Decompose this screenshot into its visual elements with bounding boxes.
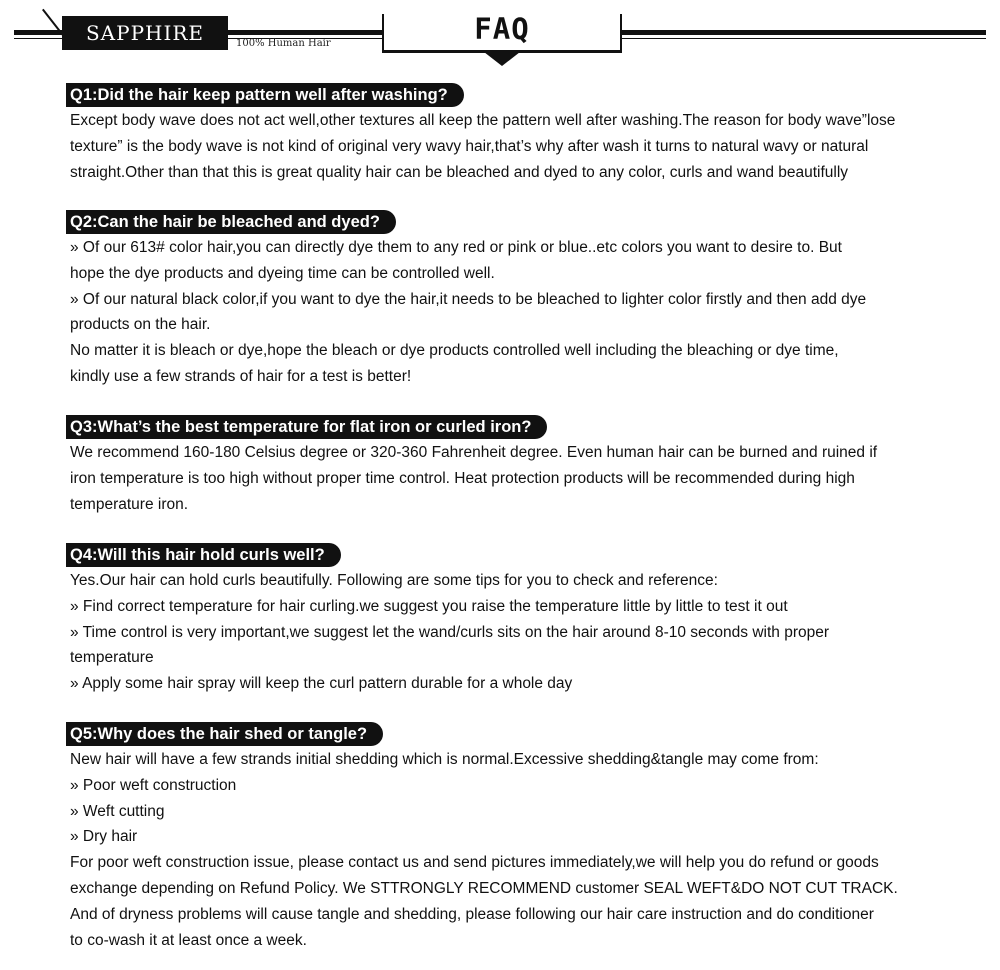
answer-line: » Find correct temperature for hair curling.we suggest you raise the temperature little by little to test it out	[70, 597, 788, 615]
answer-line: exchange depending on Refund Policy. We STTRONGLY RECOMMEND customer SEAL WEFT&DO NOT CUT TRACK.	[70, 879, 898, 897]
answer-line: hope the dye products and dyeing time can be controlled well.	[70, 264, 495, 282]
answer-line: » Of our 613# color hair,you can directly dye them to any red or pink or blue..etc colors you want to desire to. But	[70, 239, 842, 256]
answer-line: New hair will have a few strands initial shedding which is normal.Excessive shedding&tangle may come from:	[70, 751, 819, 768]
header-rule-left	[14, 30, 62, 35]
answer-line: » Dry hair	[70, 828, 138, 846]
faq-answer-3	[70, 440, 930, 517]
answer-line: straight.Other than that this is great quality hair can be bleached and dyed to any color, curls and wand beautifully	[70, 163, 849, 181]
faq-answer-4	[70, 568, 930, 697]
faq-answer-1	[70, 108, 930, 185]
header-rule-right	[622, 30, 986, 35]
answer-line: » Time control is very important,we suggest let the wand/curls sits on the hair around 8-10 seconds with proper	[70, 623, 830, 641]
answer-line: » Of our natural black color,if you want to dye the hair,it needs to be bleached to lighter color firstly and then add dye	[70, 290, 867, 308]
answer-line: temperature	[70, 649, 154, 667]
brand-tagline: 100% Human Hair	[236, 38, 331, 49]
answer-line: iron temperature is too high without proper time control. Heat protection products will be recommended during high	[70, 469, 855, 487]
answer-line: And of dryness problems will cause tangle and shedding, please following our hair care instruction and do conditioner	[70, 905, 874, 923]
answer-line: No matter it is bleach or dye,hope the bleach or dye products controlled well including the bleaching or dye time,	[70, 342, 839, 360]
faq-question-3: Q3:What’s the best temperature for flat iron or curled iron?	[66, 415, 547, 439]
faq-answer-5	[70, 747, 930, 953]
answer-line: We recommend 160-180 Celsius degree or 320-360 Fahrenheit degree. Even human hair can be burned and ruined if	[70, 444, 878, 461]
faq-answer-2	[70, 235, 930, 390]
answer-line: Yes.Our hair can hold curls beautifully. Following are some tips for you to check and reference:	[70, 572, 718, 589]
page-title: FAQ	[474, 12, 530, 46]
faq-question-2: Q2:Can the hair be bleached and dyed?	[66, 210, 396, 234]
answer-line: » Weft cutting	[70, 802, 165, 820]
header-rule-mid	[228, 30, 382, 35]
answer-line: Except body wave does not act well,other textures all keep the pattern well after washing.The reason for body wave”lose	[70, 112, 896, 129]
faq-header	[0, 0, 1000, 72]
faq-question-4: Q4:Will this hair hold curls well?	[66, 543, 341, 567]
answer-line: products on the hair.	[70, 316, 211, 334]
answer-line: to co-wash it at least once a week.	[70, 931, 307, 949]
header-rule-right-thin	[622, 38, 986, 39]
faq-question-5: Q5:Why does the hair shed or tangle?	[66, 722, 383, 746]
brand-logo: SAPPHIRE	[85, 21, 205, 45]
answer-line: » Apply some hair spray will keep the curl pattern durable for a whole day	[70, 675, 573, 693]
answer-line: texture” is the body wave is not kind of original very wavy hair,that’s why after wash it turns to natural wavy or natural	[70, 137, 869, 155]
answer-line: temperature iron.	[70, 495, 189, 513]
header-rule-left-thin	[14, 38, 62, 39]
answer-line: For poor weft construction issue, please contact us and send pictures immediately,we will help you do refund or goods	[70, 854, 879, 872]
faq-title-pointer	[484, 52, 520, 66]
answer-line: kindly use a few strands of hair for a test is better!	[70, 367, 412, 385]
answer-line: » Poor weft construction	[70, 776, 237, 794]
faq-question-1: Q1:Did the hair keep pattern well after washing?	[66, 83, 464, 107]
